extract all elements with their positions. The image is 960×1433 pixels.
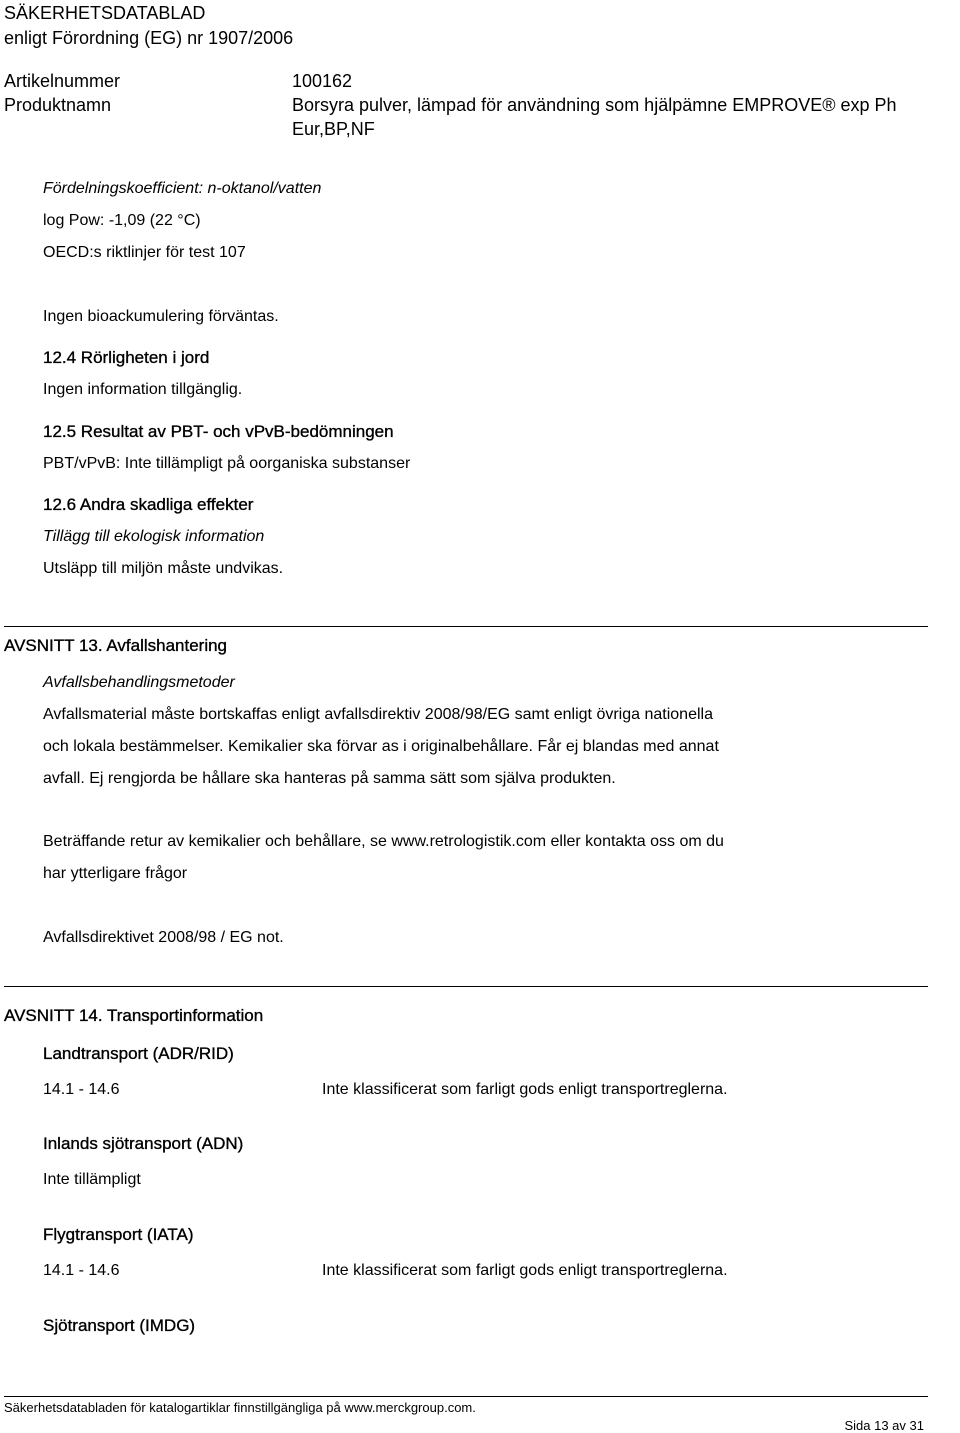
section-divider <box>4 626 928 627</box>
page-number: Sida 13 av 31 <box>844 1418 924 1433</box>
article-number-value: 100162 <box>292 71 353 91</box>
inland-waterway-title: Inlands sjötransport (ADN) <box>43 1134 244 1153</box>
land-transport-text: Inte klassificerat som farligt gods enligt transportreglerna. <box>322 1081 728 1098</box>
article-number-label: Artikelnummer <box>4 71 121 91</box>
footer-note: Säkerhetsdatabladen för katalogartiklar finnstillgängliga på www.merckgroup.com. <box>4 1400 476 1415</box>
return-info-line1: Beträffande retur av kemikalier och behållare, se www.retrologistik.com eller kontakta oss om du <box>43 833 724 850</box>
footer-divider <box>4 1396 928 1397</box>
document-title: SÄKERHETSDATABLAD <box>4 3 206 23</box>
air-transport-title: Flygtransport (IATA) <box>43 1225 194 1244</box>
air-transport-range: 14.1 - 14.6 <box>43 1262 120 1279</box>
section-12-5-title: 12.5 Resultat av PBT- och vPvB-bedömningen <box>43 422 394 441</box>
section-12-6-text: Utsläpp till miljön måste undvikas. <box>43 560 284 577</box>
inland-waterway-text: Inte tillämpligt <box>43 1171 141 1188</box>
product-name-label: Produktnamn <box>4 95 112 115</box>
section-12-6-subtitle: Tillägg till ekologisk information <box>43 528 265 545</box>
section-13-subtitle: Avfallsbehandlingsmetoder <box>43 674 235 691</box>
section-14-title: AVSNITT 14. Transportinformation <box>4 1006 264 1025</box>
log-pow-value: log Pow: -1,09 (22 °C) <box>43 212 201 229</box>
regulation-text: enligt Förordning (EG) nr 1907/2006 <box>4 28 294 48</box>
partition-coefficient-heading: Fördelningskoefficient: n-oktanol/vatten <box>43 180 322 197</box>
section-12-6-title: 12.6 Andra skadliga effekter <box>43 495 254 514</box>
section-divider <box>4 986 928 987</box>
disposal-text-line1: Avfallsmaterial måste bortskaffas enligt avfallsdirektiv 2008/98/EG samt enligt övriga nationella <box>43 706 713 723</box>
section-12-4-title: 12.4 Rörligheten i jord <box>43 348 210 367</box>
disposal-text-line2: och lokala bestämmelser. Kemikalier ska förvar as i originalbehållare. Får ej blandas med annat <box>43 738 719 755</box>
section-12-4-text: Ingen information tillgänglig. <box>43 381 243 398</box>
bioaccumulation-text: Ingen bioackumulering förväntas. <box>43 308 279 325</box>
air-transport-text: Inte klassificerat som farligt gods enligt transportreglerna. <box>322 1262 728 1279</box>
oecd-guideline: OECD:s riktlinjer för test 107 <box>43 244 246 261</box>
product-name-value-cont: Eur,BP,NF <box>292 119 375 139</box>
disposal-text-line3: avfall. Ej rengjorda be hållare ska hanteras på samma sätt som själva produkten. <box>43 770 616 787</box>
product-name-value: Borsyra pulver, lämpad för användning som hjälpämne EMPROVE® exp Ph <box>292 95 897 115</box>
section-13-title: AVSNITT 13. Avfallshantering <box>4 636 228 655</box>
return-info-line2: har ytterligare frågor <box>43 865 188 882</box>
sea-transport-title: Sjötransport (IMDG) <box>43 1316 196 1335</box>
waste-directive-note: Avfallsdirektivet 2008/98 / EG not. <box>43 929 284 946</box>
land-transport-range: 14.1 - 14.6 <box>43 1081 120 1098</box>
land-transport-title: Landtransport (ADR/RID) <box>43 1044 234 1063</box>
section-12-5-text: PBT/vPvB: Inte tillämpligt på oorganiska substanser <box>43 455 411 472</box>
